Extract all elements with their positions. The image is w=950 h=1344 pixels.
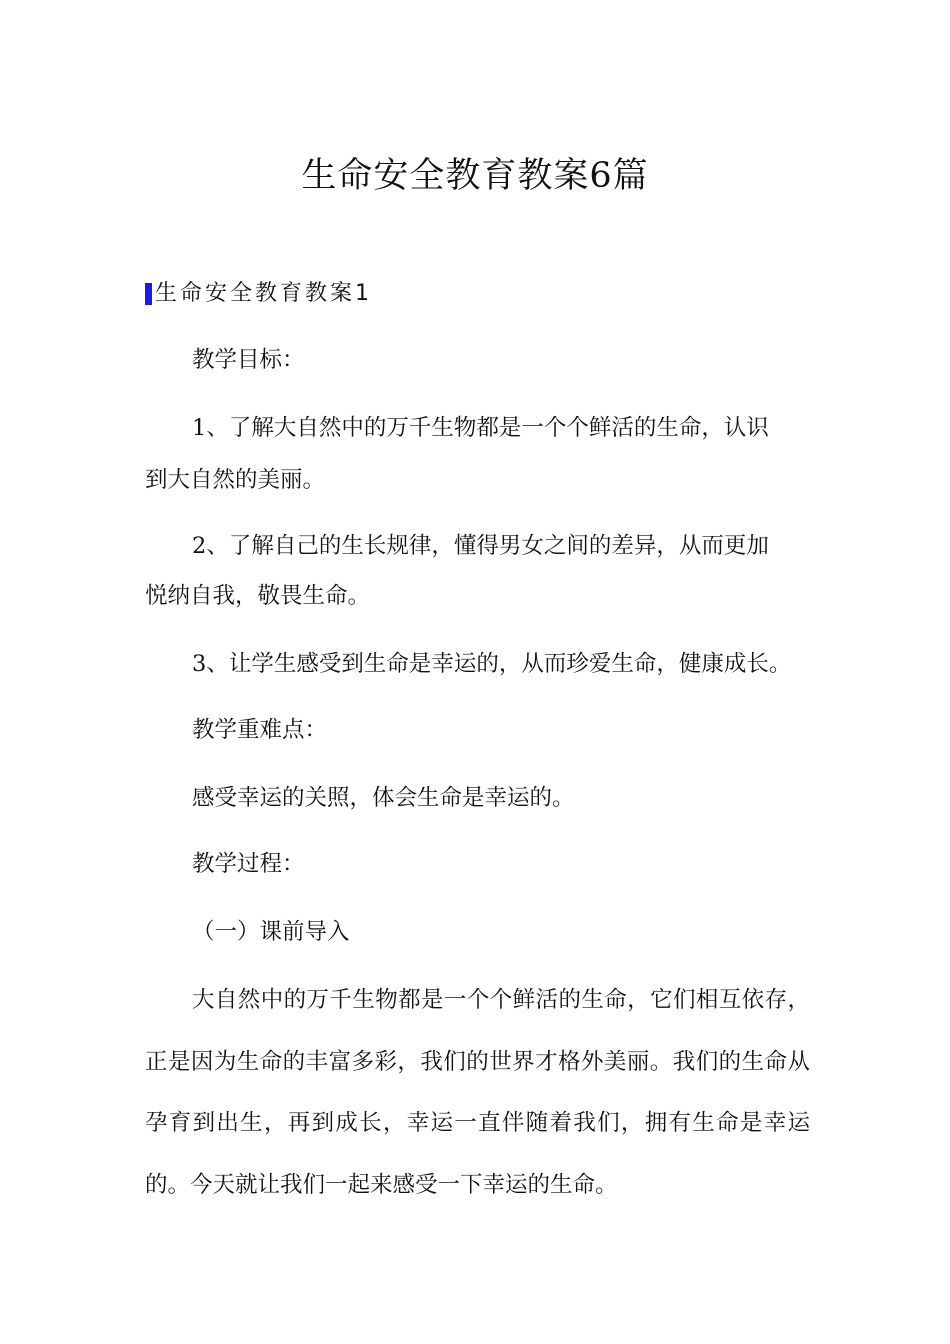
key-points: 感受幸运的关照，体会生命是幸运的。 bbox=[192, 785, 575, 811]
step-1-title: （一）课前导入 bbox=[192, 919, 350, 945]
process-label: 教学过程： bbox=[192, 851, 305, 877]
goal-3: 3、让学生感受到生命是幸运的，从而珍爱生命，健康成长。 bbox=[192, 651, 792, 677]
goals-label: 教学目标： bbox=[192, 347, 305, 373]
document-title: 生命安全教育教案6篇 bbox=[301, 156, 649, 196]
goal-1-line-2: 到大自然的美丽。 bbox=[145, 467, 326, 493]
section-heading bbox=[145, 276, 372, 307]
goal-2-line-2: 悦纳自我，敬畏生命。 bbox=[145, 583, 371, 609]
goal-2-line-1: 2、了解自己的生长规律，懂得男女之间的差异，从而更加 bbox=[192, 533, 769, 559]
section-heading-text: 生命安全教育教案1 bbox=[155, 281, 372, 306]
key-points-label: 教学重难点： bbox=[192, 717, 328, 743]
goal-1-line-1: 1、了解大自然中的万千生物都是一个个鲜活的生命，认识 bbox=[192, 415, 769, 441]
heading-marker-icon bbox=[145, 283, 152, 305]
step-1-paragraph: 大自然中的万千生物都是一个个鲜活的生命，它们相互依存，正是因为生命的丰富多彩，我们的世界才格外美丽。我们的生命从孕育到出生，再到成长，幸运一直伴随着我们，拥有生命是幸运的。今天就让我们一起来感受一下幸运的生命。 bbox=[145, 987, 810, 1198]
